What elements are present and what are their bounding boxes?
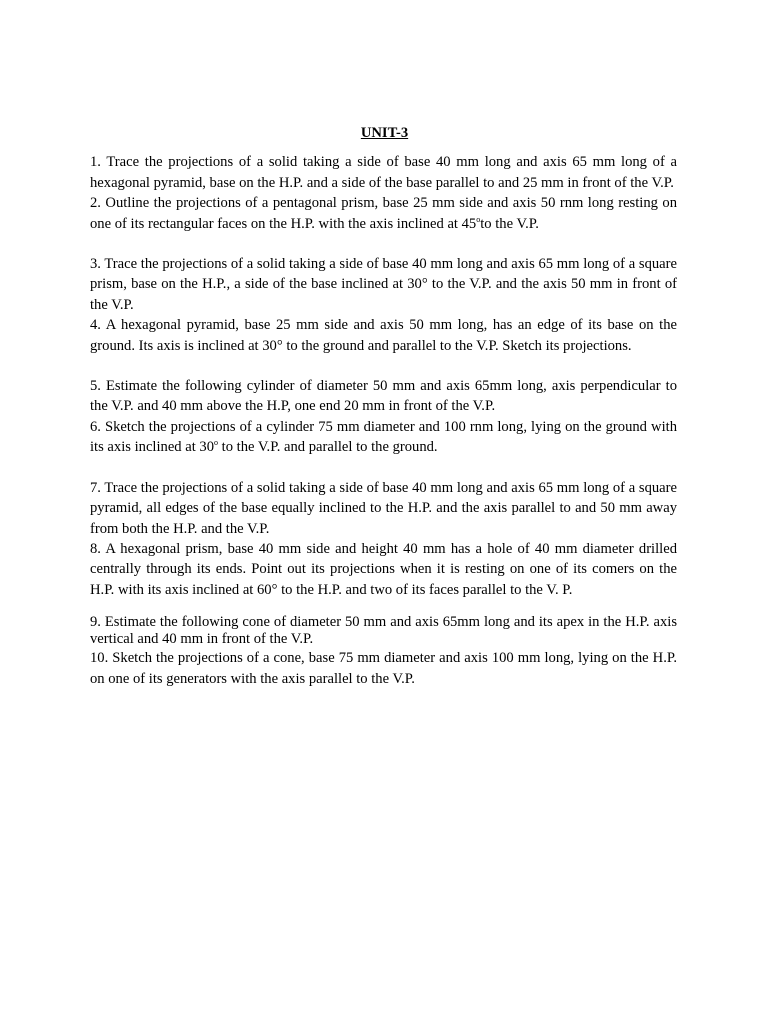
question-7: 7. Trace the projections of a solid taking a side of base 40 mm long and axis 65 mm long of a square pyramid, all edges of the base equally inclined to the H.P. and the axis parallel to and 50 mm away from both the H.P. and the V.P. bbox=[90, 479, 677, 537]
question-5: 5. Estimate the following cylinder of diameter 50 mm and axis 65mm long, axis perpendicular to the V.P. and 40 mm above the H.P, one end 20 mm in front of the V.P. bbox=[90, 378, 677, 415]
degree-symbol: o bbox=[214, 438, 219, 448]
section-gap bbox=[90, 234, 677, 254]
question-4: 4. A hexagonal pyramid, base 25 mm side and axis 50 mm long, has an edge of its base on the ground. Its axis is inclined at 30° to the ground and parallel to the V.P. Sketch its projections. bbox=[90, 317, 677, 354]
question-2 bbox=[90, 193, 677, 234]
question-9: 9. Estimate the following cone of diameter 50 mm and axis 65mm long and its apex in the H.P. axis vertical and 40 mm in front of the V.P. bbox=[90, 614, 677, 648]
question-2-text-end: to the V.P. bbox=[480, 215, 539, 232]
section-gap bbox=[90, 600, 677, 614]
question-6-text-end: to the V.P. and parallel to the ground. bbox=[218, 439, 438, 456]
document-page bbox=[90, 123, 677, 689]
question-3: 3. Trace the projections of a solid taking a side of base 40 mm long and axis 65 mm long of a square prism, base on the H.P., a side of the base inclined at 30° to the V.P. and the axis 50 mm in front of the V.P. bbox=[90, 256, 677, 313]
question-6 bbox=[90, 417, 677, 458]
question-10: 10. Sketch the projections of a cone, base 75 mm diameter and axis 100 mm long, lying on the H.P. on one of its generators with the axis parallel to the V.P. bbox=[90, 650, 677, 687]
section-gap bbox=[90, 458, 677, 478]
question-8: 8. A hexagonal prism, base 40 mm side and height 40 mm has a hole of 40 mm diameter drilled centrally through its ends. Point out its projections when it is resting on one of its comers on the H.P. with its axis inclined at 60° to the H.P. and two of its faces parallel to the V. P. bbox=[90, 540, 677, 598]
degree-symbol: o bbox=[476, 214, 481, 224]
question-1: 1. Trace the projections of a solid taking a side of base 40 mm long and axis 65 mm long of a hexagonal pyramid, base on the H.P. and a side of the base parallel to and 25 mm in front of the V.P. bbox=[90, 154, 677, 191]
question-2-text: 2. Outline the projections of a pentagonal prism, base 25 mm side and axis 50 rnm long resting on one of its rectangular faces on the H.P. with the axis inclined at 45 bbox=[90, 195, 677, 232]
section-gap bbox=[90, 356, 677, 376]
question-6-text: 6. Sketch the projections of a cylinder 75 mm diameter and 100 rnm long, lying on the ground with its axis inclined at 30 bbox=[90, 418, 677, 456]
page-title: UNIT-3 bbox=[360, 125, 409, 141]
